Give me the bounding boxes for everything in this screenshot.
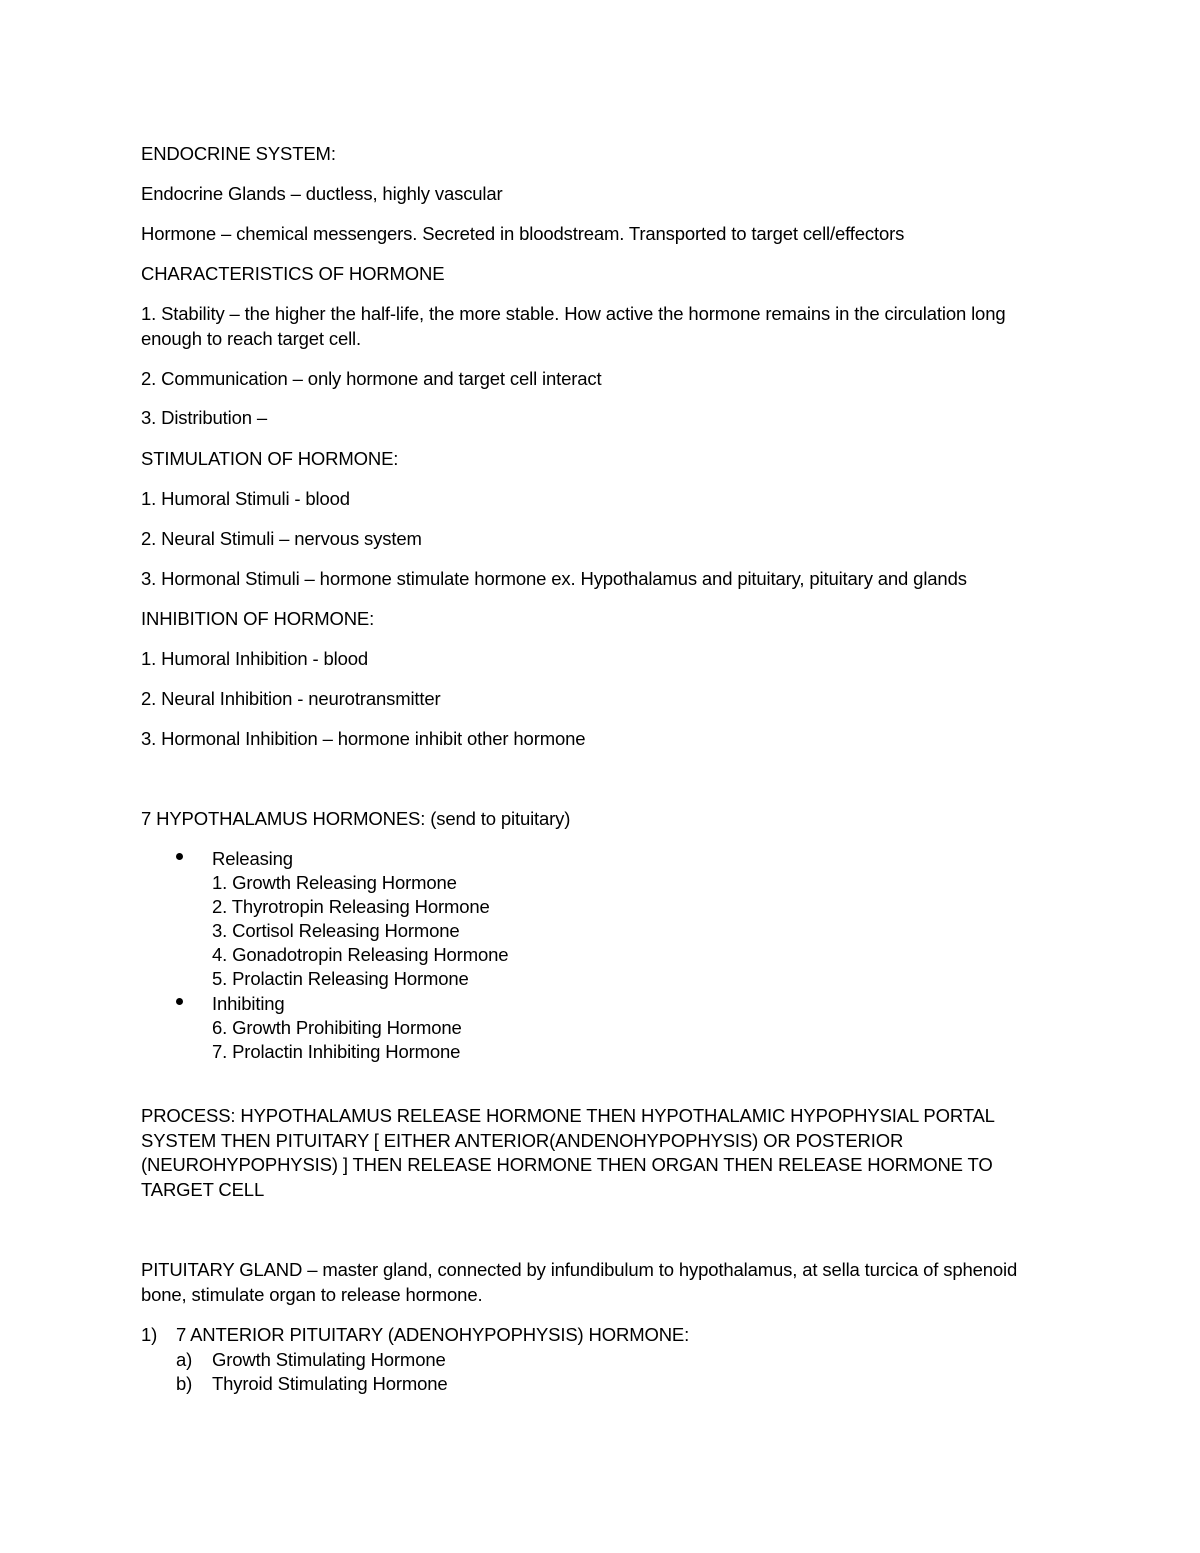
inhibiting-hormone-item: 7. Prolactin Inhibiting Hormone [212,1041,461,1062]
inhibition-item: 3. Hormonal Inhibition – hormone inhibit other hormone [141,728,586,749]
stimulation-item: 3. Hormonal Stimuli – hormone stimulate hormone ex. Hypothalamus and pituitary, pituitary and glands [141,568,967,589]
process-paragraph: PROCESS: HYPOTHALAMUS RELEASE HORMONE THEN HYPOTHALAMIC HYPOPHYSIAL PORTAL SYSTEM THEN PITUITARY [ EITHER ANTERIOR(ANDENOHYPOPHYSIS) OR POSTERIOR (NEUROHYPOPHYSIS) ] THEN RELEASE HORMONE THEN ORGAN THEN RELEASE HORMONE TO TARGET CELL [141,1105,995,1200]
inhibiting-label: Inhibiting [212,993,285,1014]
releasing-hormone-item: 3. Cortisol Releasing Hormone [212,920,460,941]
stimulation-item: 1. Humoral Stimuli - blood [141,488,350,509]
document-title: ENDOCRINE SYSTEM: [141,143,336,164]
bullet-icon [176,998,183,1005]
characteristic-item: 2. Communication – only hormone and target cell interact [141,368,602,389]
releasing-hormone-item: 5. Prolactin Releasing Hormone [212,968,469,989]
releasing-hormone-item: 2. Thyrotropin Releasing Hormone [212,896,490,917]
definition-glands: Endocrine Glands – ductless, highly vascular [141,183,503,204]
pituitary-description: PITUITARY GLAND – master gland, connected by infundibulum to hypothalamus, at sella turcica of sphenoid bone, stimulate organ to release hormone. [141,1259,1018,1305]
stimulation-heading: STIMULATION OF HORMONE: [141,448,399,469]
inhibition-heading: INHIBITION OF HORMONE: [141,608,375,629]
anterior-heading: 7 ANTERIOR PITUITARY (ADENOHYPOPHYSIS) HORMONE: [176,1324,690,1345]
releasing-hormone-item: 1. Growth Releasing Hormone [212,872,457,893]
anterior-list-marker: 1) [141,1324,158,1345]
anterior-hormone-item: Thyroid Stimulating Hormone [212,1373,448,1394]
inhibition-item: 2. Neural Inhibition - neurotransmitter [141,688,441,709]
releasing-hormone-item: 4. Gonadotropin Releasing Hormone [212,944,509,965]
inhibiting-hormone-item: 6. Growth Prohibiting Hormone [212,1017,462,1038]
bullet-icon [176,853,183,860]
alpha-marker: a) [176,1349,193,1370]
hypothalamus-heading: 7 HYPOTHALAMUS HORMONES: (send to pituitary) [141,808,571,829]
inhibition-item: 1. Humoral Inhibition - blood [141,648,369,669]
characteristic-item: 3. Distribution – [141,407,267,428]
characteristics-heading: CHARACTERISTICS OF HORMONE [141,263,445,284]
alpha-marker: b) [176,1373,193,1394]
releasing-label: Releasing [212,848,293,869]
anterior-hormone-item: Growth Stimulating Hormone [212,1349,446,1370]
characteristic-item: 1. Stability – the higher the half-life, the more stable. How active the hormone remains in the circulation long enough to reach target cell. [141,303,1006,349]
definition-hormone: Hormone – chemical messengers. Secreted in bloodstream. Transported to target cell/effectors [141,223,905,244]
stimulation-item: 2. Neural Stimuli – nervous system [141,528,422,549]
